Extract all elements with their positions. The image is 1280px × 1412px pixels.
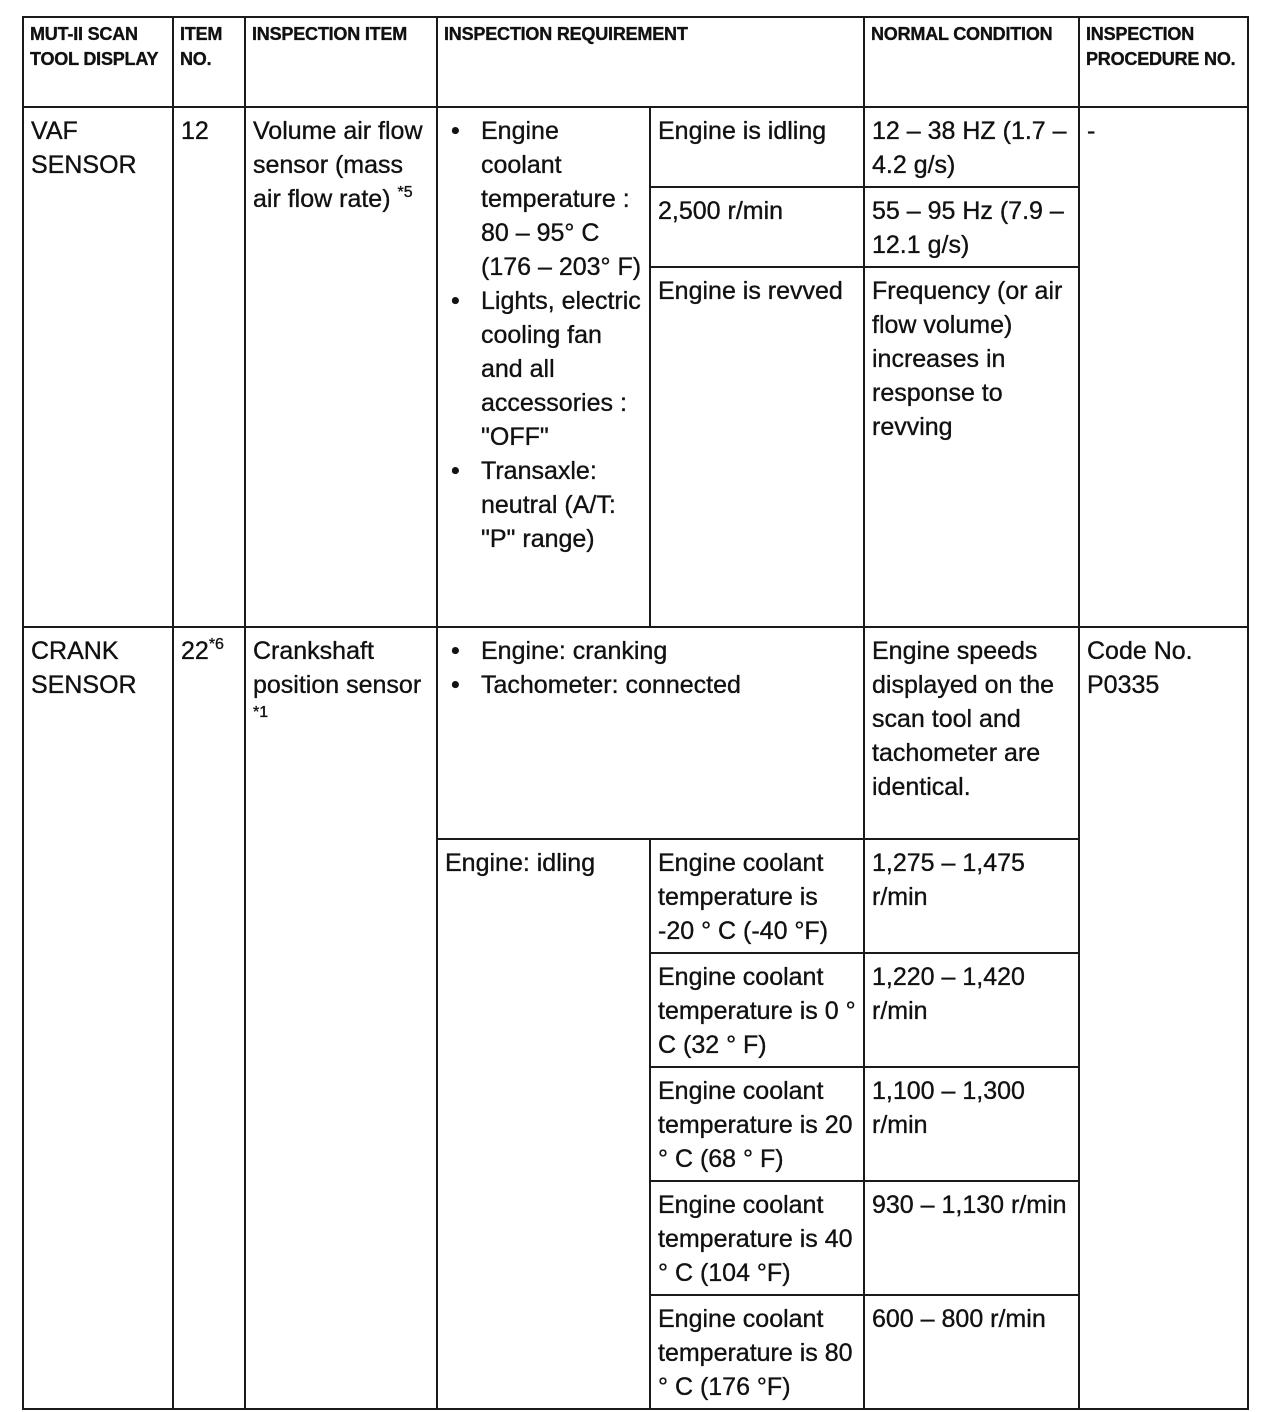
- crank-cranking-normal: Engine speeds displayed on the scan tool and tachometer are identical.: [864, 627, 1079, 839]
- list-item: • Engine: cranking: [445, 634, 856, 668]
- inspection-table-page: [22, 16, 1249, 1410]
- crank-idle-normal: 1,100 – 1,300 r/min: [864, 1067, 1079, 1181]
- vaf-normal-cell: 12 – 38 HZ (1.7 – 4.2 g/s): [864, 107, 1079, 187]
- crank-idle-state: Engine coolant temperature is 0 ° C (32 ° F): [650, 953, 864, 1067]
- crank-item-footnote: *1: [253, 704, 269, 721]
- header-item-no: ITEM NO.: [173, 17, 245, 107]
- vaf-item-text: Volume air flow sensor (mass air flow rate): [253, 117, 423, 213]
- crank-idle-state: Engine coolant temperature is 40 ° C (104 °F): [650, 1181, 864, 1295]
- vaf-state-cell: Engine is revved: [650, 267, 864, 627]
- crank-idle-state: Engine coolant temperature is -20 ° C (-40 °F): [650, 839, 864, 953]
- vaf-display: VAF SENSOR: [23, 107, 173, 627]
- table-row: [23, 627, 1248, 839]
- vaf-inspection-item: [245, 107, 437, 627]
- crank-condition-list: [445, 634, 856, 702]
- crank-idle-normal: 930 – 1,130 r/min: [864, 1181, 1079, 1295]
- header-procedure-no: INSPECTION PROCEDURE NO.: [1079, 17, 1248, 107]
- crank-conditions: [437, 627, 864, 839]
- list-item: • Tachometer: connected: [445, 668, 856, 702]
- vaf-state-cell: Engine is idling: [650, 107, 864, 187]
- crank-idle-normal: 1,275 – 1,475 r/min: [864, 839, 1079, 953]
- list-item: • Engine coolant temperature : 80 – 95° C (176 – 203° F): [445, 114, 642, 284]
- crank-inspection-item: [245, 627, 437, 1409]
- crank-item-text: Crankshaft position sensor: [253, 637, 422, 699]
- crank-idle-normal: 1,220 – 1,420 r/min: [864, 953, 1079, 1067]
- vaf-conditions: [437, 107, 650, 627]
- vaf-normal-cell: 55 – 95 Hz (7.9 – 12.1 g/s): [864, 187, 1079, 267]
- crank-display: CRANK SENSOR: [23, 627, 173, 1409]
- table-row: [23, 107, 1248, 187]
- vaf-state-cell: 2,500 r/min: [650, 187, 864, 267]
- crank-procedure: Code No. P0335: [1079, 627, 1248, 1409]
- header-inspection-item: INSPECTION ITEM: [245, 17, 437, 107]
- inspection-table: [22, 16, 1249, 1410]
- list-item: • Transaxle: neutral (A/T: "P" range): [445, 454, 642, 556]
- vaf-item-no: 12: [173, 107, 245, 627]
- vaf-normal-cell: Frequency (or air flow volume) increases in response to revving: [864, 267, 1079, 627]
- list-item: • Lights, electric cooling fan and all accessories : "OFF": [445, 284, 642, 454]
- header-normal-condition: NORMAL CONDITION: [864, 17, 1079, 107]
- crank-idle-state: Engine coolant temperature is 20 ° C (68 ° F): [650, 1067, 864, 1181]
- crank-item-no-footnote: *6: [208, 636, 224, 653]
- vaf-item-footnote: *5: [397, 184, 413, 201]
- vaf-procedure: -: [1079, 107, 1248, 627]
- vaf-condition-list: [445, 114, 642, 556]
- crank-idle-normal: 600 – 800 r/min: [864, 1295, 1079, 1409]
- header-row: [23, 17, 1248, 107]
- crank-idle-label: Engine: idling: [437, 839, 650, 1409]
- crank-item-no-text: 22: [181, 637, 209, 665]
- crank-item-no: [173, 627, 245, 1409]
- header-display: MUT-II SCAN TOOL DISPLAY: [23, 17, 173, 107]
- header-inspection-requirement: INSPECTION REQUIREMENT: [437, 17, 864, 107]
- crank-idle-state: Engine coolant temperature is 80 ° C (176 °F): [650, 1295, 864, 1409]
